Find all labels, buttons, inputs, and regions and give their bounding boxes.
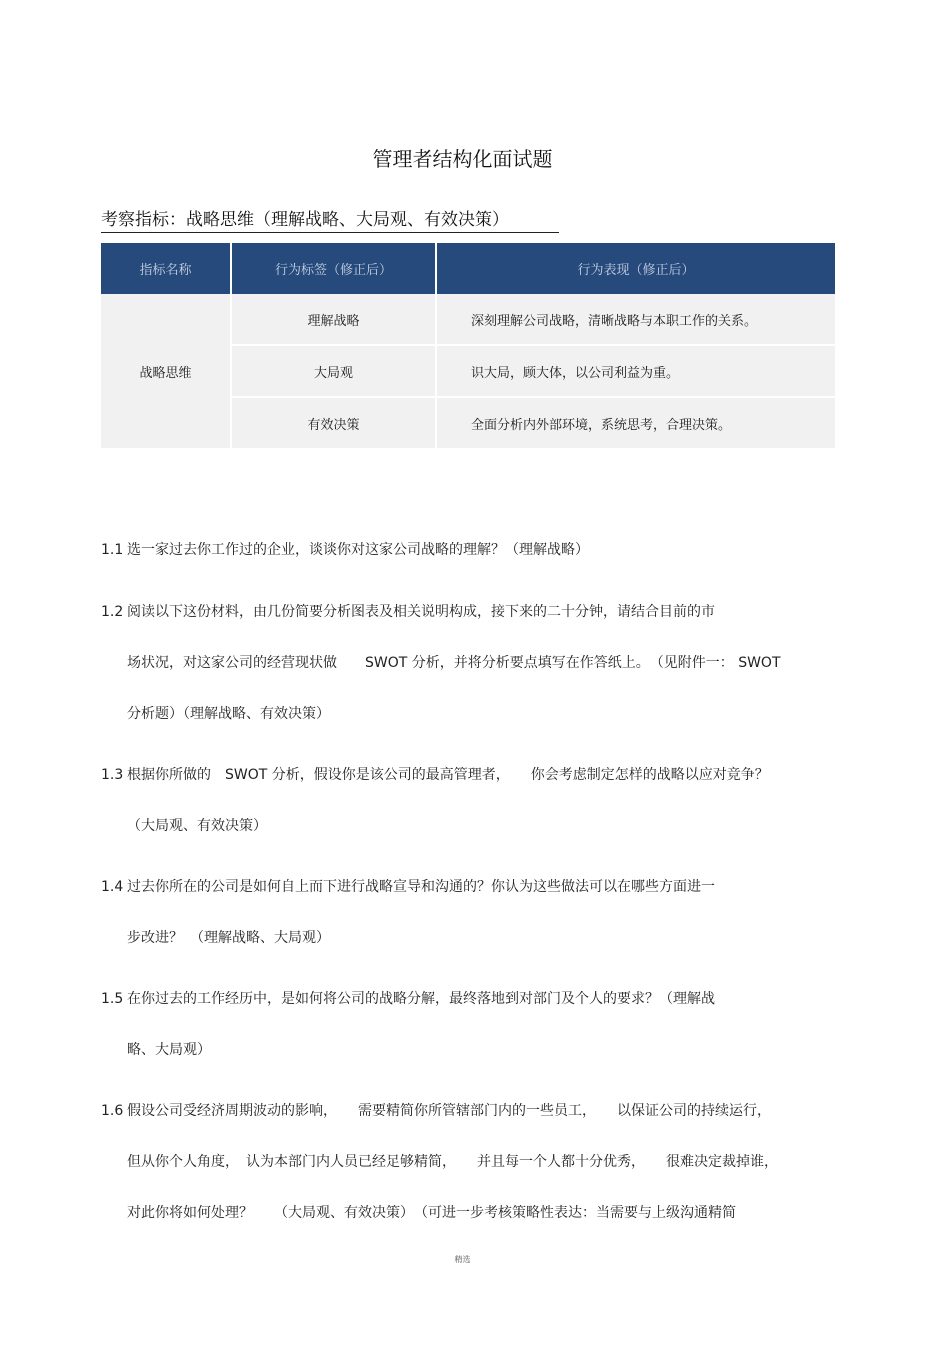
question-text: 阅读以下这份材料，由几份简要分析图表及相关说明构成，接下来的二十分钟，请结合目前的市	[127, 604, 715, 620]
question-text: 过去你所在的公司是如何自上而下进行战略宣导和沟通的？你认为这些做法可以在哪些方面进一	[127, 879, 715, 895]
section-subtitle: 考察指标：战略思维（理解战略、大局观、有效决策）	[101, 205, 559, 233]
question-text: 选一家过去你工作过的企业，谈谈你对这家公司战略的理解？（理解战略）	[127, 542, 589, 558]
question-1-6	[101, 1086, 841, 1239]
question-text: 对此你将如何处理？ （大局观、有效决策） （可进一步考核策略性表达：当需要与上级沟通精简	[127, 1205, 736, 1221]
question-text: 分析题）（理解战略、有效决策）	[127, 706, 330, 722]
behavior-label-cell: 大局观	[232, 346, 437, 398]
question-text: 场状况，对这家公司的经营现状做 SWOT 分析，并将分析要点填写在作答纸上。 （见附件一： SWOT	[127, 655, 781, 671]
header-indicator-name: 指标名称	[101, 243, 232, 294]
behavior-label-cell: 理解战略	[232, 294, 437, 346]
behavior-description-cell: 识大局，顾大体，以公司利益为重。	[437, 346, 835, 398]
question-1-2	[101, 587, 841, 740]
question-1-5	[101, 974, 841, 1076]
question-1-1	[101, 525, 841, 576]
question-text: （大局观、有效决策）	[127, 818, 267, 834]
question-1-3	[101, 750, 841, 852]
question-text: 假设公司受经济周期波动的影响， 需要精简你所管辖部门内的一些员工， 以保证公司的持续运行，	[127, 1103, 771, 1119]
question-text: 略、大局观）	[127, 1042, 211, 1058]
question-1-4	[101, 862, 841, 964]
header-behavior-description: 行为表现（修正后）	[437, 243, 835, 294]
question-number: 1.5	[101, 991, 124, 1007]
question-text: 在你过去的工作经历中，是如何将公司的战略分解，最终落地到对部门及个人的要求？（理解战	[127, 991, 715, 1007]
question-text: 步改进？ （理解战略、大局观）	[127, 930, 330, 946]
header-behavior-label: 行为标签（修正后）	[232, 243, 437, 294]
question-number: 1.4	[101, 879, 124, 895]
table-header-row	[101, 243, 835, 294]
question-number: 1.1	[101, 542, 124, 558]
question-text: 根据你所做的 SWOT 分析，假设你是该公司的最高管理者， 你会考虑制定怎样的战略以应对竞争？	[127, 767, 769, 783]
question-number: 1.6	[101, 1103, 124, 1119]
indicator-table	[101, 243, 835, 450]
indicator-name-cell: 战略思维	[101, 294, 232, 450]
table-row	[101, 294, 835, 346]
behavior-description-cell: 全面分析内外部环境，系统思考，合理决策。	[437, 398, 835, 450]
page-title: 管理者结构化面试题	[372, 147, 553, 171]
question-number: 1.3	[101, 767, 124, 783]
behavior-description-cell: 深刻理解公司战略，清晰战略与本职工作的关系。	[437, 294, 835, 346]
behavior-label-cell: 有效决策	[232, 398, 437, 450]
page-footer: 精选	[454, 1255, 471, 1264]
question-number: 1.2	[101, 604, 124, 620]
question-text: 但从你个人角度， 认为本部门内人员已经足够精简， 并且每一个人都十分优秀， 很难决定裁掉谁，	[127, 1154, 778, 1170]
